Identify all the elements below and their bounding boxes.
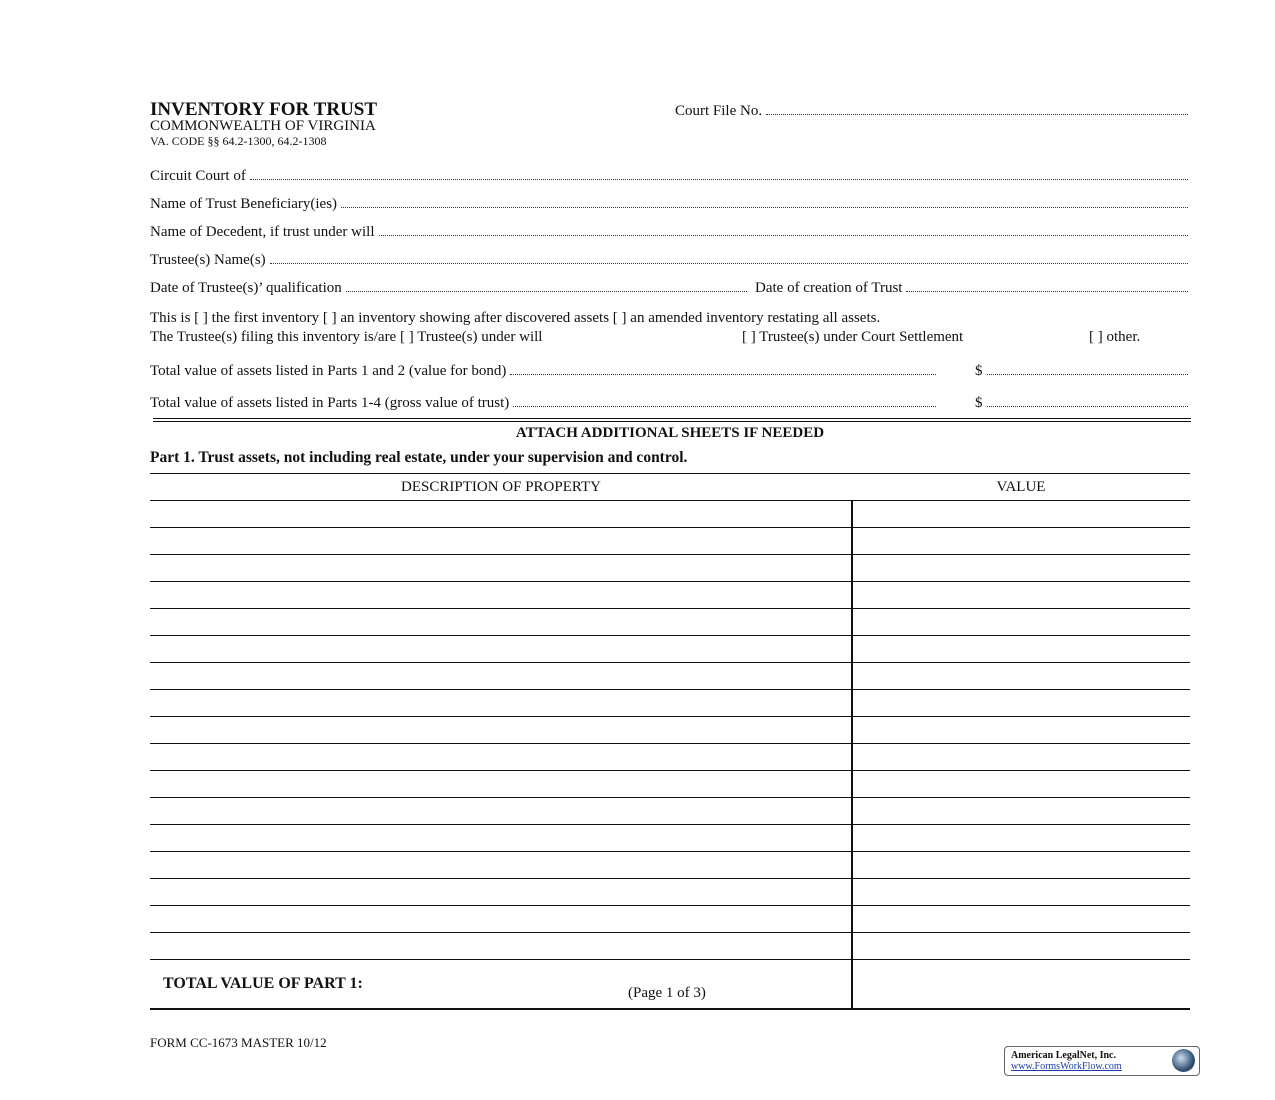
description-cell[interactable] — [150, 744, 852, 771]
creation-date-input[interactable] — [906, 279, 1188, 292]
table-row — [150, 663, 1190, 690]
description-cell[interactable] — [150, 528, 852, 555]
value-cell[interactable] — [852, 690, 1190, 717]
trustee-names-label: Trustee(s) Name(s) — [150, 252, 266, 268]
value-cell[interactable] — [852, 555, 1190, 582]
court-file-input[interactable] — [766, 102, 1188, 115]
description-cell[interactable] — [150, 717, 852, 744]
description-cell[interactable] — [150, 690, 852, 717]
description-cell[interactable] — [150, 933, 852, 960]
part1-table — [150, 473, 1190, 1010]
form-subtitle: COMMONWEALTH OF VIRGINIA — [150, 118, 376, 134]
total-parts-1-4-label-row — [150, 394, 936, 412]
table-row — [150, 825, 1190, 852]
value-cell[interactable] — [852, 528, 1190, 555]
trustee-type-will[interactable]: The Trustee(s) filing this inventory is/are [ ] Trustee(s) under will — [150, 329, 543, 345]
table-row — [150, 798, 1190, 825]
qualification-date-input[interactable] — [346, 279, 747, 292]
total-parts-1-4-field[interactable] — [975, 394, 1188, 412]
description-cell[interactable] — [150, 636, 852, 663]
table-row — [150, 528, 1190, 555]
creation-date-label: Date of creation of Trust — [755, 280, 903, 296]
leader-dots — [510, 362, 936, 375]
circuit-court-input[interactable] — [250, 167, 1188, 180]
table-row — [150, 501, 1190, 528]
table-row — [150, 906, 1190, 933]
dollar-sign: $ — [975, 395, 983, 411]
description-cell[interactable] — [150, 609, 852, 636]
trustee-type-other[interactable]: [ ] other. — [1089, 329, 1141, 345]
trustee-names-input[interactable] — [270, 251, 1188, 264]
total-label: TOTAL VALUE OF PART 1: — [150, 960, 852, 1010]
divider — [153, 421, 1191, 422]
table-row — [150, 744, 1190, 771]
total-value-cell[interactable] — [852, 960, 1190, 1010]
description-cell[interactable] — [150, 663, 852, 690]
form-number: FORM CC-1673 MASTER 10/12 — [150, 1035, 327, 1050]
circuit-court-field[interactable] — [150, 167, 1188, 185]
col-value: VALUE — [852, 474, 1190, 501]
trustee-type-court[interactable]: [ ] Trustee(s) under Court Settlement — [742, 329, 964, 345]
decedent-input[interactable] — [379, 223, 1188, 236]
col-description: DESCRIPTION OF PROPERTY — [150, 474, 852, 501]
total-parts-1-2-input[interactable] — [987, 362, 1189, 375]
decedent-label: Name of Decedent, if trust under will — [150, 224, 375, 240]
value-cell[interactable] — [852, 636, 1190, 663]
table-row — [150, 933, 1190, 960]
value-cell[interactable] — [852, 582, 1190, 609]
publisher-logo[interactable] — [1004, 1046, 1200, 1076]
table-row — [150, 852, 1190, 879]
table-row — [150, 879, 1190, 906]
part1-heading: Part 1. Trust assets, not including real estate, under your supervision and control. — [150, 449, 688, 466]
qualification-date-field[interactable] — [150, 279, 747, 297]
value-cell[interactable] — [852, 933, 1190, 960]
table-row — [150, 771, 1190, 798]
court-file-label: Court File No. — [675, 103, 763, 119]
value-cell[interactable] — [852, 501, 1190, 528]
description-cell[interactable] — [150, 825, 852, 852]
decedent-field[interactable] — [150, 223, 1188, 241]
form-title: INVENTORY FOR TRUST — [150, 99, 378, 120]
circuit-court-label: Circuit Court of — [150, 168, 246, 184]
value-cell[interactable] — [852, 906, 1190, 933]
trustee-names-field[interactable] — [150, 251, 1188, 269]
attach-note: ATTACH ADDITIONAL SHEETS IF NEEDED — [515, 425, 825, 441]
page-number: (Page 1 of 3) — [628, 985, 706, 1001]
value-cell[interactable] — [852, 744, 1190, 771]
leader-dots — [513, 394, 936, 407]
value-cell[interactable] — [852, 852, 1190, 879]
value-cell[interactable] — [852, 798, 1190, 825]
value-cell[interactable] — [852, 609, 1190, 636]
dollar-sign: $ — [975, 363, 983, 379]
description-cell[interactable] — [150, 798, 852, 825]
total-parts-1-4-label: Total value of assets listed in Parts 1-4 (gross value of trust) — [150, 395, 510, 411]
creation-date-field[interactable] — [755, 279, 1188, 297]
logo-name: American LegalNet, Inc. — [1011, 1050, 1116, 1061]
table-row — [150, 636, 1190, 663]
total-parts-1-2-label: Total value of assets listed in Parts 1 and 2 (value for bond) — [150, 363, 507, 379]
value-cell[interactable] — [852, 771, 1190, 798]
table-row — [150, 690, 1190, 717]
description-cell[interactable] — [150, 555, 852, 582]
beneficiary-label: Name of Trust Beneficiary(ies) — [150, 196, 338, 212]
description-cell[interactable] — [150, 771, 852, 798]
globe-icon — [1172, 1049, 1195, 1072]
total-parts-1-4-input[interactable] — [987, 394, 1189, 407]
description-cell[interactable] — [150, 852, 852, 879]
description-cell[interactable] — [150, 501, 852, 528]
table-row — [150, 555, 1190, 582]
statute-code: VA. CODE §§ 64.2-1300, 64.2-1308 — [150, 134, 327, 148]
total-parts-1-2-label-row — [150, 362, 936, 380]
description-cell[interactable] — [150, 879, 852, 906]
logo-url[interactable]: www.FormsWorkFlow.com — [1011, 1061, 1122, 1072]
description-cell[interactable] — [150, 906, 852, 933]
total-parts-1-2-field[interactable] — [975, 362, 1188, 380]
description-cell[interactable] — [150, 582, 852, 609]
value-cell[interactable] — [852, 663, 1190, 690]
court-file-field[interactable] — [675, 102, 1188, 120]
table-row — [150, 582, 1190, 609]
value-cell[interactable] — [852, 825, 1190, 852]
value-cell[interactable] — [852, 879, 1190, 906]
inventory-type-options[interactable]: This is [ ] the first inventory [ ] an inventory showing after discovered assets [ ] an amended inventory restating all assets. — [150, 310, 881, 326]
value-cell[interactable] — [852, 717, 1190, 744]
divider — [153, 418, 1191, 419]
beneficiary-input[interactable] — [341, 195, 1188, 208]
table-row — [150, 717, 1190, 744]
table-row — [150, 609, 1190, 636]
qualification-date-label: Date of Trustee(s)’ qualification — [150, 280, 342, 296]
beneficiary-field[interactable] — [150, 195, 1188, 213]
